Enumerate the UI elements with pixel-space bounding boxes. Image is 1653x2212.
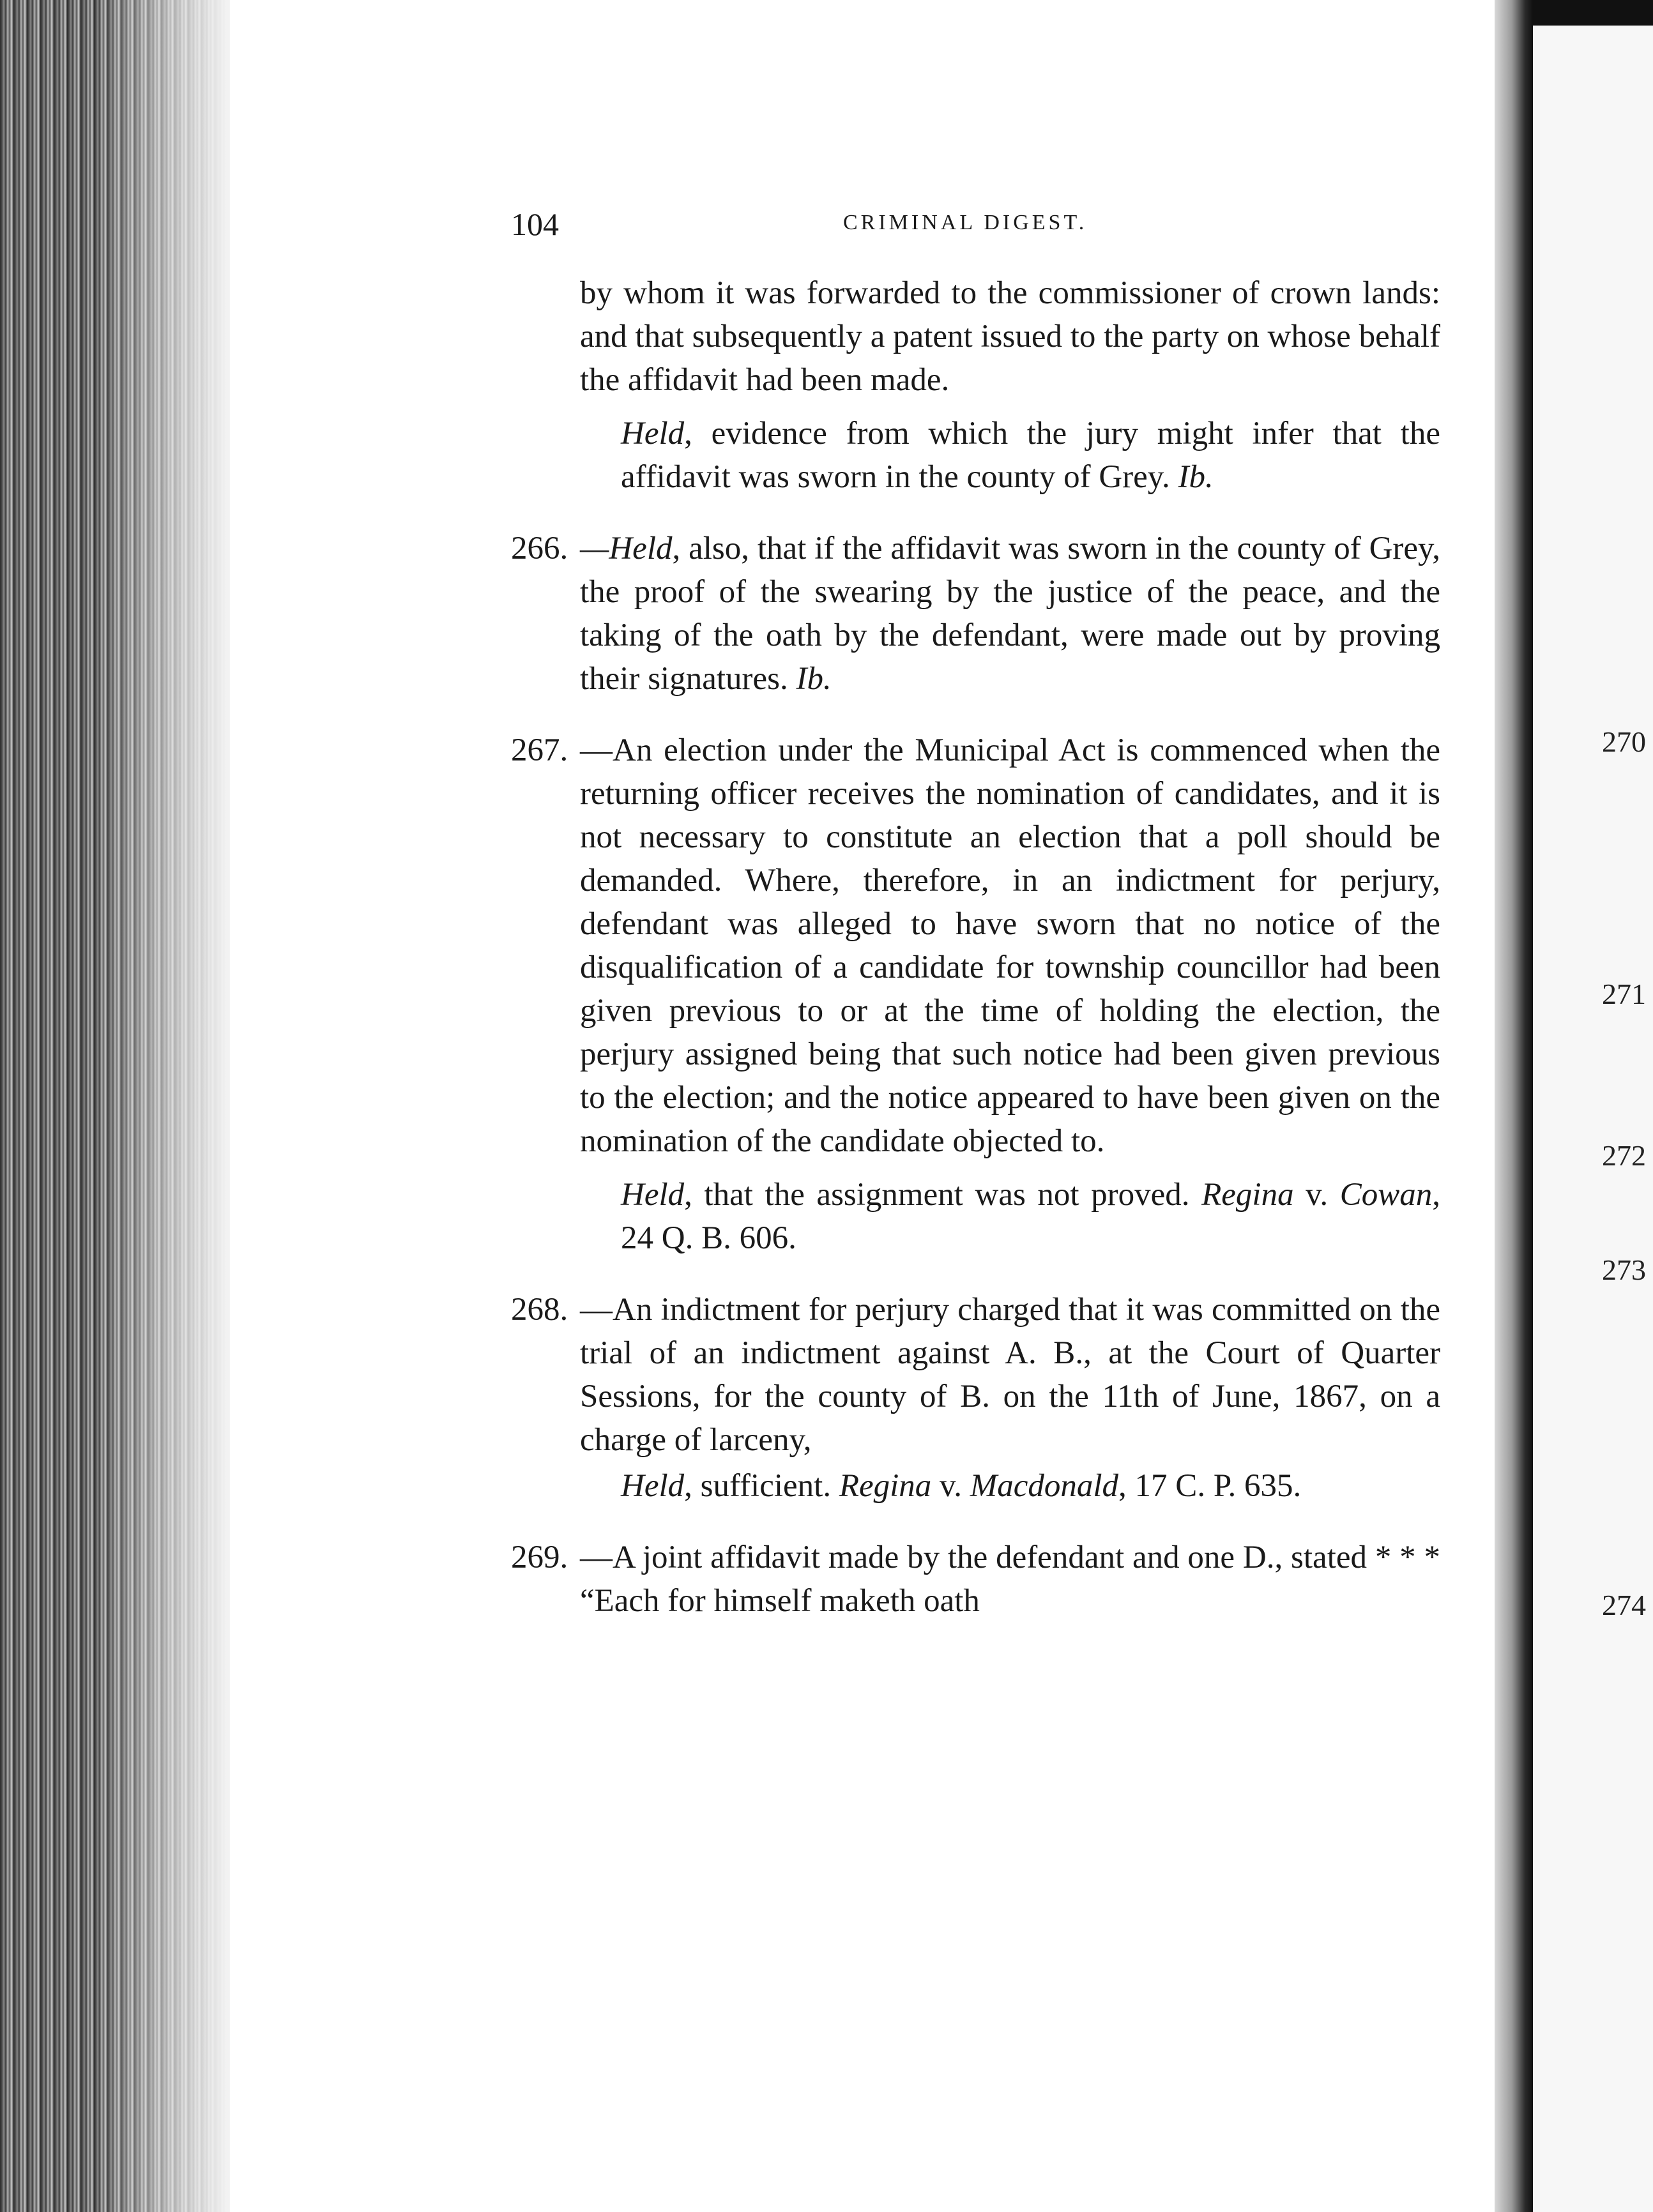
facing-margin-number: 273 (1602, 1254, 1646, 1286)
citation-reference: , 17 C. P. 635. (1118, 1468, 1302, 1504)
citation-party: Macdonald (970, 1468, 1119, 1504)
held-label: Held (621, 1468, 685, 1504)
citation-case: Regina (1201, 1177, 1294, 1213)
book-gutter (1495, 0, 1533, 2212)
digest-entry (511, 527, 1440, 701)
citation-v: v. (931, 1468, 970, 1504)
entry-number: 269. (511, 1540, 568, 1575)
held-line (511, 412, 1440, 499)
running-header (511, 206, 1440, 244)
opening-paragraph (511, 271, 1440, 402)
facing-page (1533, 0, 1653, 2212)
paragraph-text: , also, that if the affidavit was sworn in the county of Grey, the proof of the swearing by the justice of the peace, and the taking of the oath by the defendant, were made out by proving their signatures. (580, 531, 1440, 697)
entry-number: 267. (511, 732, 568, 768)
facing-page-top-edge (1533, 0, 1653, 26)
paragraph-text: —An election under the Municipal Act is commenced when the returning officer receives the nomination of candidates, and it is not necessary to constitute an election that a poll should be demanded. Where, therefore, in an indictment for perjury, defendant was alleged to have sworn that no notice of the disqualification of a candidate for township councillor had been given previous to or at the time of holding the election, the perjury assigned being that such notice had been given previous to the election; and the notice appeared to have been given on the nomination of the candidate objected to. (580, 732, 1440, 1159)
citation: Ib. (796, 661, 832, 697)
facing-margin-number: 272 (1602, 1139, 1646, 1172)
citation-party: Cowan (1339, 1177, 1433, 1213)
facing-margin-number: 274 (1602, 1589, 1646, 1621)
page-number: 104 (511, 206, 559, 242)
held-label: Held (621, 1177, 685, 1213)
held-text: , that the assignment was not proved. (684, 1177, 1202, 1213)
facing-margin-number: 270 (1602, 725, 1646, 758)
held-label: —Held (580, 531, 673, 566)
running-title: CRIMINAL DIGEST. (843, 211, 1088, 234)
citation-case: Regina (839, 1468, 932, 1504)
citation-reference: , 24 Q. B. 606. (621, 1177, 1440, 1256)
facing-margin-number: 271 (1602, 978, 1646, 1010)
digest-entry (511, 1536, 1440, 1623)
held-label: Held (621, 416, 685, 451)
held-text: , sufficient. (684, 1468, 839, 1504)
digest-entry (511, 729, 1440, 1163)
held-text: , evidence from which the jury might infer that the affidavit was sworn in the county of Grey. (621, 416, 1440, 495)
citation: Ib. (1178, 459, 1214, 495)
entry-number: 268. (511, 1292, 568, 1328)
held-line (511, 1464, 1440, 1508)
paragraph-text: —An indictment for perjury charged that it was committed on the trial of an indictment against A. B., at the Court of Quarter Sessions, for the county of B. on the 11th of June, 1867, on a charge of larceny, (580, 1292, 1440, 1458)
held-line (511, 1173, 1440, 1260)
page-body (511, 271, 1440, 1623)
paragraph-text: by whom it was forwarded to the commissioner of crown lands: and that subsequently a patent issued to the party on whose behalf the affidavit had been made. (580, 275, 1440, 398)
citation-v: v. (1293, 1177, 1340, 1213)
paragraph-text: —A joint affidavit made by the defendant and one D., stated * * * “Each for himself maketh oath (580, 1540, 1440, 1619)
digest-entry (511, 1288, 1440, 1462)
page-edge-shadow (96, 0, 230, 2212)
entry-number: 266. (511, 531, 568, 566)
